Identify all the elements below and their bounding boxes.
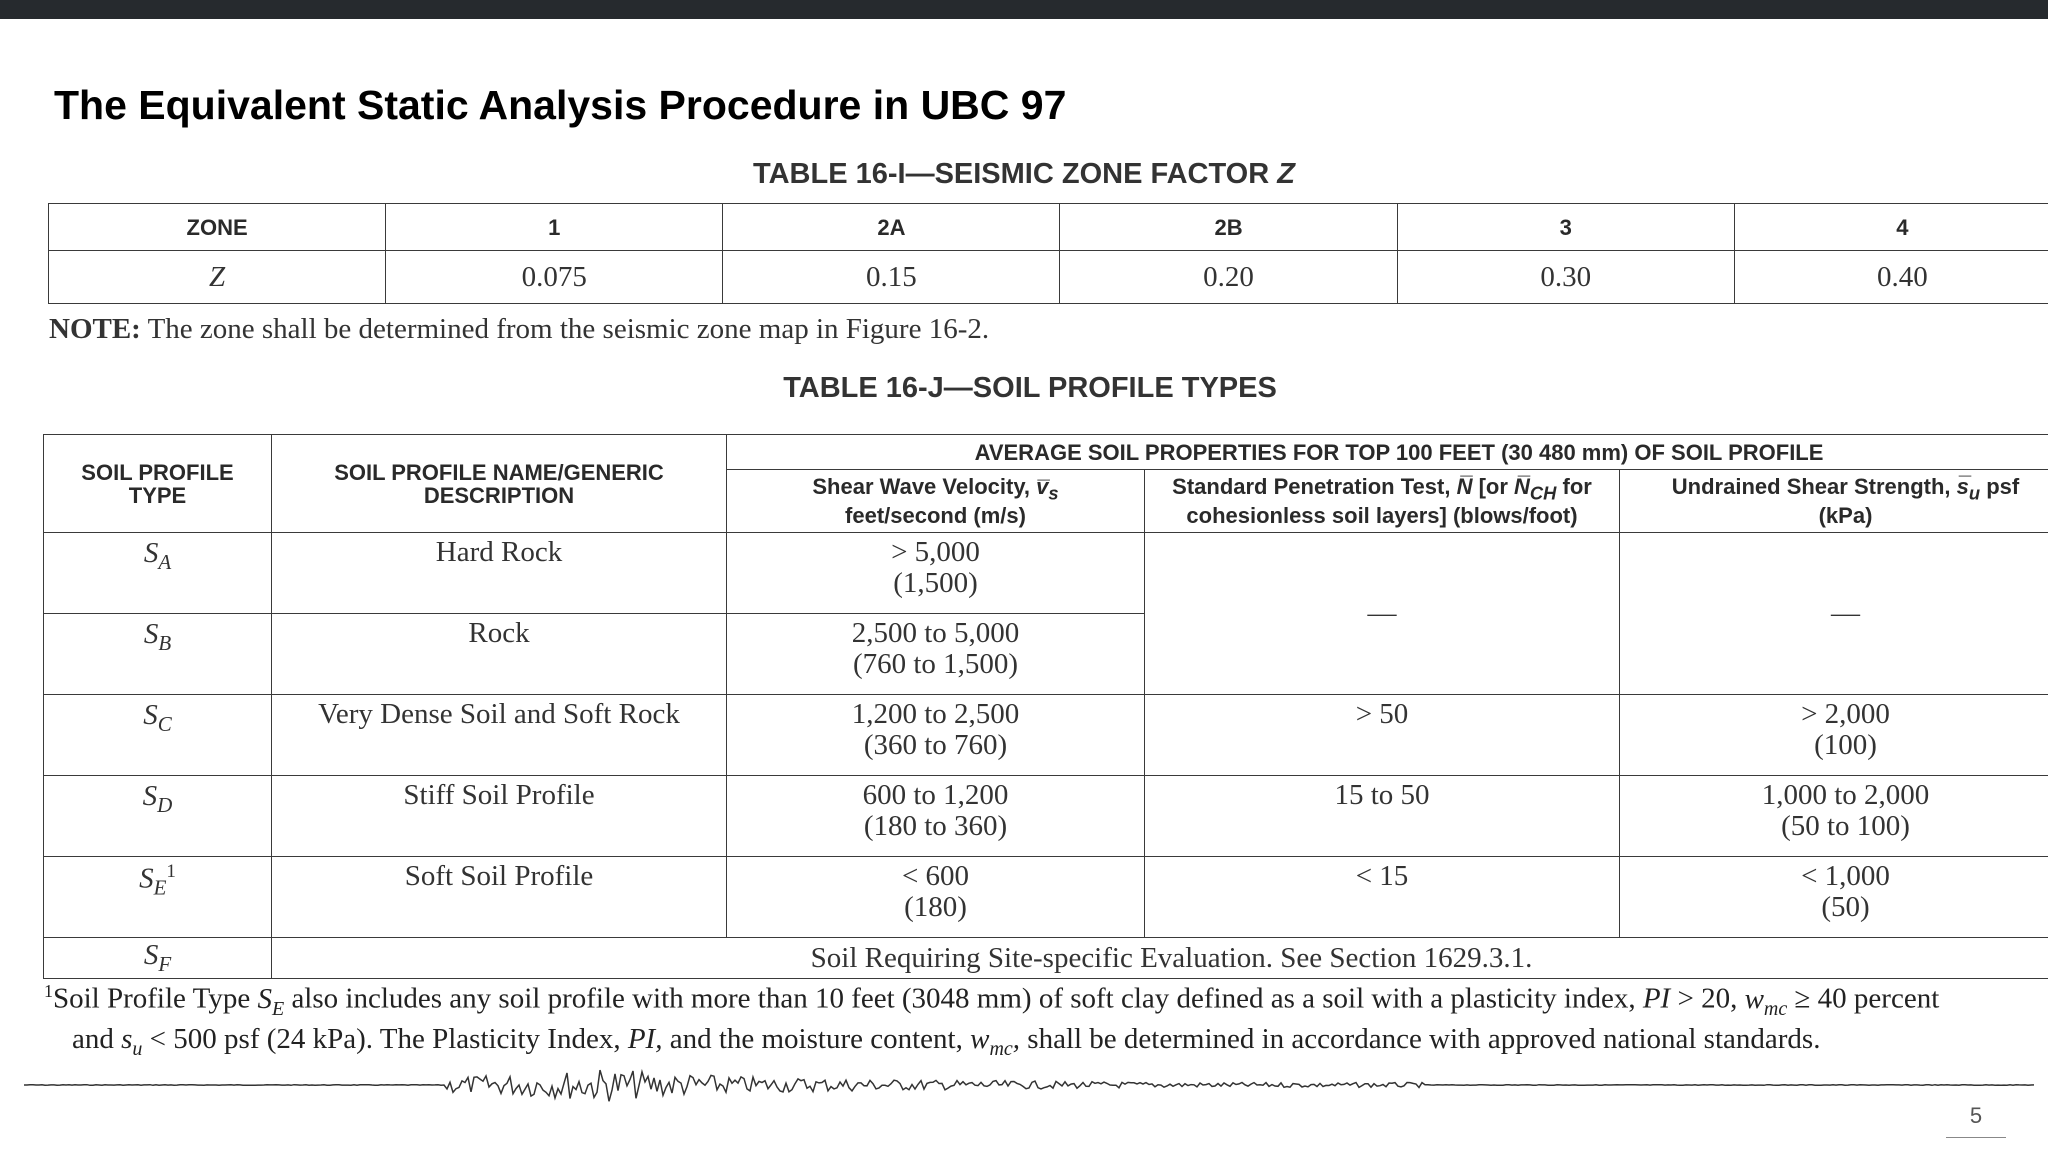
soil-type-sb: $S_B$	[44, 614, 272, 695]
spt-value: < 15	[1145, 857, 1620, 938]
table2-caption: TABLE 16-J—SOIL PROFILE TYPES	[783, 372, 1277, 404]
col-header-type: SOIL PROFILE TYPE	[44, 435, 272, 533]
col-header-name: SOIL PROFILE NAME/GENERIC DESCRIPTION	[272, 435, 727, 533]
soil-type-sa: $S_A$	[44, 533, 272, 614]
seismogram-divider	[24, 1060, 2034, 1110]
soil-name: Hard Rock	[272, 533, 727, 614]
footnote-line-1: $^1$Soil Profile Type $S_E$ also includes any soil profile with more than 10 feet (3048 mm) of soft clay defined as a soil with a plasticity index, PI > 20, $w_{mc} \ge 40$ percent	[44, 981, 1940, 1020]
zone-value: 0.20	[1060, 251, 1397, 304]
table2-footnote	[44, 976, 2048, 1065]
soil-type-se: $S_E^1$	[44, 857, 272, 938]
shear-velocity: 600 to 1,200 (180 to 360)	[727, 776, 1145, 857]
soil-type-sd: $S_D$	[44, 776, 272, 857]
col-header-undrained: Undrained Shear Strength, $s̅_u$ psf (kPa)	[1620, 470, 2048, 533]
zone-value: 0.15	[723, 251, 1060, 304]
undrained-value: 1,000 to 2,000 (50 to 100)	[1620, 776, 2048, 857]
soil-type-sf: $S_F$	[44, 938, 272, 979]
page-number-underline	[1946, 1137, 2006, 1138]
seismic-zone-table	[48, 203, 2048, 304]
page-number: 5	[1969, 1103, 1983, 1128]
table1-caption: TABLE 16-I—SEISMIC ZONE FACTOR Z	[753, 158, 1295, 190]
sf-description: Soil Requiring Site-specific Evaluation. See Section 1629.3.1.	[272, 938, 2048, 979]
shear-velocity: 2,500 to 5,000 (760 to 1,500)	[727, 614, 1145, 695]
soil-name: Very Dense Soil and Soft Rock	[272, 695, 727, 776]
col-header-spt: Standard Penetration Test, N̅ [or $N̅_{CH}$ for cohesionless soil layers] (blows/foot)	[1145, 470, 1620, 533]
spt-value: 15 to 50	[1145, 776, 1620, 857]
zone-header: 3	[1397, 204, 1734, 251]
zone-header: 2A	[723, 204, 1060, 251]
group-header: AVERAGE SOIL PROPERTIES FOR TOP 100 FEET (30 480 mm) OF SOIL PROFILE	[727, 435, 2048, 470]
shear-velocity: 1,200 to 2,500 (360 to 760)	[727, 695, 1145, 776]
spt-value: > 50	[1145, 695, 1620, 776]
soil-name: Stiff Soil Profile	[272, 776, 727, 857]
zone-value: 0.40	[1734, 251, 2048, 304]
soil-type-sc: $S_C$	[44, 695, 272, 776]
slide-title: The Equivalent Static Analysis Procedure in UBC 97	[54, 82, 1067, 128]
spt-dash: —	[1145, 533, 1620, 695]
undrained-value: < 1,000 (50)	[1620, 857, 2048, 938]
zone-header: 4	[1734, 204, 2048, 251]
zone-header: 2B	[1060, 204, 1397, 251]
shear-velocity: < 600 (180)	[727, 857, 1145, 938]
table1-note: NOTE: The zone shall be determined from the seismic zone map in Figure 16-2.	[49, 313, 990, 345]
shear-velocity: > 5,000 (1,500)	[727, 533, 1145, 614]
soil-name: Soft Soil Profile	[272, 857, 727, 938]
zone-header: 1	[386, 204, 723, 251]
zone-value: Z	[49, 251, 386, 304]
zone-value: 0.075	[386, 251, 723, 304]
col-header-shear: Shear Wave Velocity, $v̅_s$ feet/second (m/s)	[727, 470, 1145, 533]
undrained-value: > 2,000 (100)	[1620, 695, 2048, 776]
soil-name: Rock	[272, 614, 727, 695]
undrained-dash: —	[1620, 533, 2048, 695]
top-bar	[0, 0, 2048, 19]
footnote-line-2: and $s_u < 500$ psf (24 kPa). The Plasticity Index, PI, and the moisture content, $w_{mc}$, shall be determined in accordance with approved national standards.	[72, 1023, 1821, 1061]
zone-header: ZONE	[49, 204, 386, 251]
zone-value: 0.30	[1397, 251, 1734, 304]
soil-profile-table	[43, 434, 2048, 979]
